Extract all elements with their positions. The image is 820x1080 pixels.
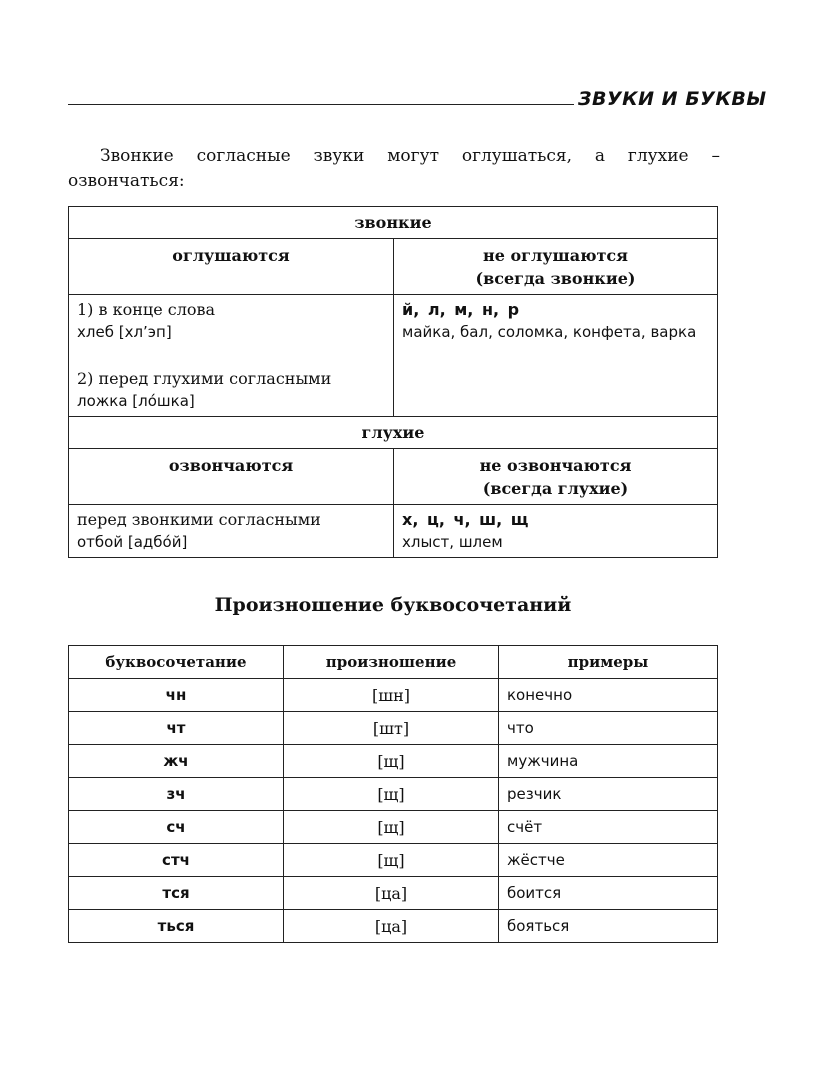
case2-label: 2) перед глухими согласными bbox=[77, 369, 332, 388]
table-row bbox=[69, 778, 718, 811]
always-voiceless-examples: хлыст, шлем bbox=[402, 533, 503, 551]
table-row bbox=[69, 910, 718, 943]
not-devoiced-header: не оглушаются bbox=[483, 246, 628, 265]
voiced-right-body bbox=[394, 295, 718, 417]
pronunciation-cell: [шн] bbox=[284, 679, 499, 712]
page-header-title: ЗВУКИ И БУКВЫ bbox=[578, 88, 767, 110]
table-row bbox=[69, 712, 718, 745]
section-title: Произношение буквосочетаний bbox=[214, 594, 572, 616]
combo-cell: жч bbox=[69, 745, 284, 778]
voiceless-left-header bbox=[69, 449, 394, 505]
always-voiced-header: (всегда звонкие) bbox=[475, 269, 636, 288]
table-row bbox=[69, 679, 718, 712]
always-voiceless-letters: х, ц, ч, ш, щ bbox=[402, 510, 529, 529]
example-cell: резчик bbox=[499, 778, 718, 811]
combo-cell: сч bbox=[69, 811, 284, 844]
intro-paragraph: Звонкие согласные звуки могут оглушаться, а глухие – озвончаться: bbox=[68, 146, 720, 191]
example-cell: боится bbox=[499, 877, 718, 910]
pronunciation-cell: [щ] bbox=[284, 778, 499, 811]
table-row bbox=[69, 844, 718, 877]
case2-example: ложка [лόшка] bbox=[77, 392, 195, 410]
always-voiced-examples: майка, бал, соломка, конфета, варка bbox=[402, 323, 697, 341]
example-cell: конечно bbox=[499, 679, 718, 712]
devoiced-header: оглушаются bbox=[172, 246, 290, 265]
pronunciation-cell: [ца] bbox=[284, 877, 499, 910]
voiced-becomes-header: озвончаются bbox=[168, 456, 294, 475]
pronunciation-cell: [шт] bbox=[284, 712, 499, 745]
pronunciation-cell: [щ] bbox=[284, 811, 499, 844]
table-row bbox=[69, 811, 718, 844]
pronunciation-cell: [щ] bbox=[284, 844, 499, 877]
header-pronunciation: произношение bbox=[284, 646, 499, 679]
example-cell: мужчина bbox=[499, 745, 718, 778]
example-cell: жёстче bbox=[499, 844, 718, 877]
header-combination: буквосочетание bbox=[69, 646, 284, 679]
example-cell: счёт bbox=[499, 811, 718, 844]
pronunciation-cell: [щ] bbox=[284, 745, 499, 778]
combo-cell: чн bbox=[69, 679, 284, 712]
voiceless-right-header bbox=[394, 449, 718, 505]
table-header-row bbox=[69, 646, 718, 679]
combo-cell: ться bbox=[69, 910, 284, 943]
case1-example: хлеб [хл’эп] bbox=[77, 323, 172, 341]
header-examples: примеры bbox=[499, 646, 718, 679]
combo-cell: чт bbox=[69, 712, 284, 745]
voiced-left-header bbox=[69, 239, 394, 295]
always-voiced-letters: й, л, м, н, р bbox=[402, 300, 520, 319]
combo-cell: зч bbox=[69, 778, 284, 811]
example-cell: что bbox=[499, 712, 718, 745]
example-cell: бояться bbox=[499, 910, 718, 943]
voiced-right-header bbox=[394, 239, 718, 295]
voiceless-case-label: перед звонкими согласными bbox=[77, 510, 321, 529]
not-voiced-header: не озвончаются bbox=[479, 456, 632, 475]
voicing-table bbox=[68, 206, 718, 558]
pronunciation-cell: [ца] bbox=[284, 910, 499, 943]
combo-cell: стч bbox=[69, 844, 284, 877]
voiceless-case-example: отбой [адбόй] bbox=[77, 533, 188, 551]
voiced-left-body bbox=[69, 295, 394, 417]
voiceless-heading: глухие bbox=[69, 417, 718, 449]
case1-label: 1) в конце слова bbox=[77, 300, 216, 319]
letter-combination-table bbox=[68, 645, 718, 943]
header-rule bbox=[68, 104, 574, 105]
voiceless-left-body bbox=[69, 505, 394, 558]
voiceless-right-body bbox=[394, 505, 718, 558]
always-voiceless-header: (всегда глухие) bbox=[482, 479, 629, 498]
table-row bbox=[69, 877, 718, 910]
combo-cell: тся bbox=[69, 877, 284, 910]
voiced-heading: звонкие bbox=[69, 207, 718, 239]
table-row bbox=[69, 745, 718, 778]
